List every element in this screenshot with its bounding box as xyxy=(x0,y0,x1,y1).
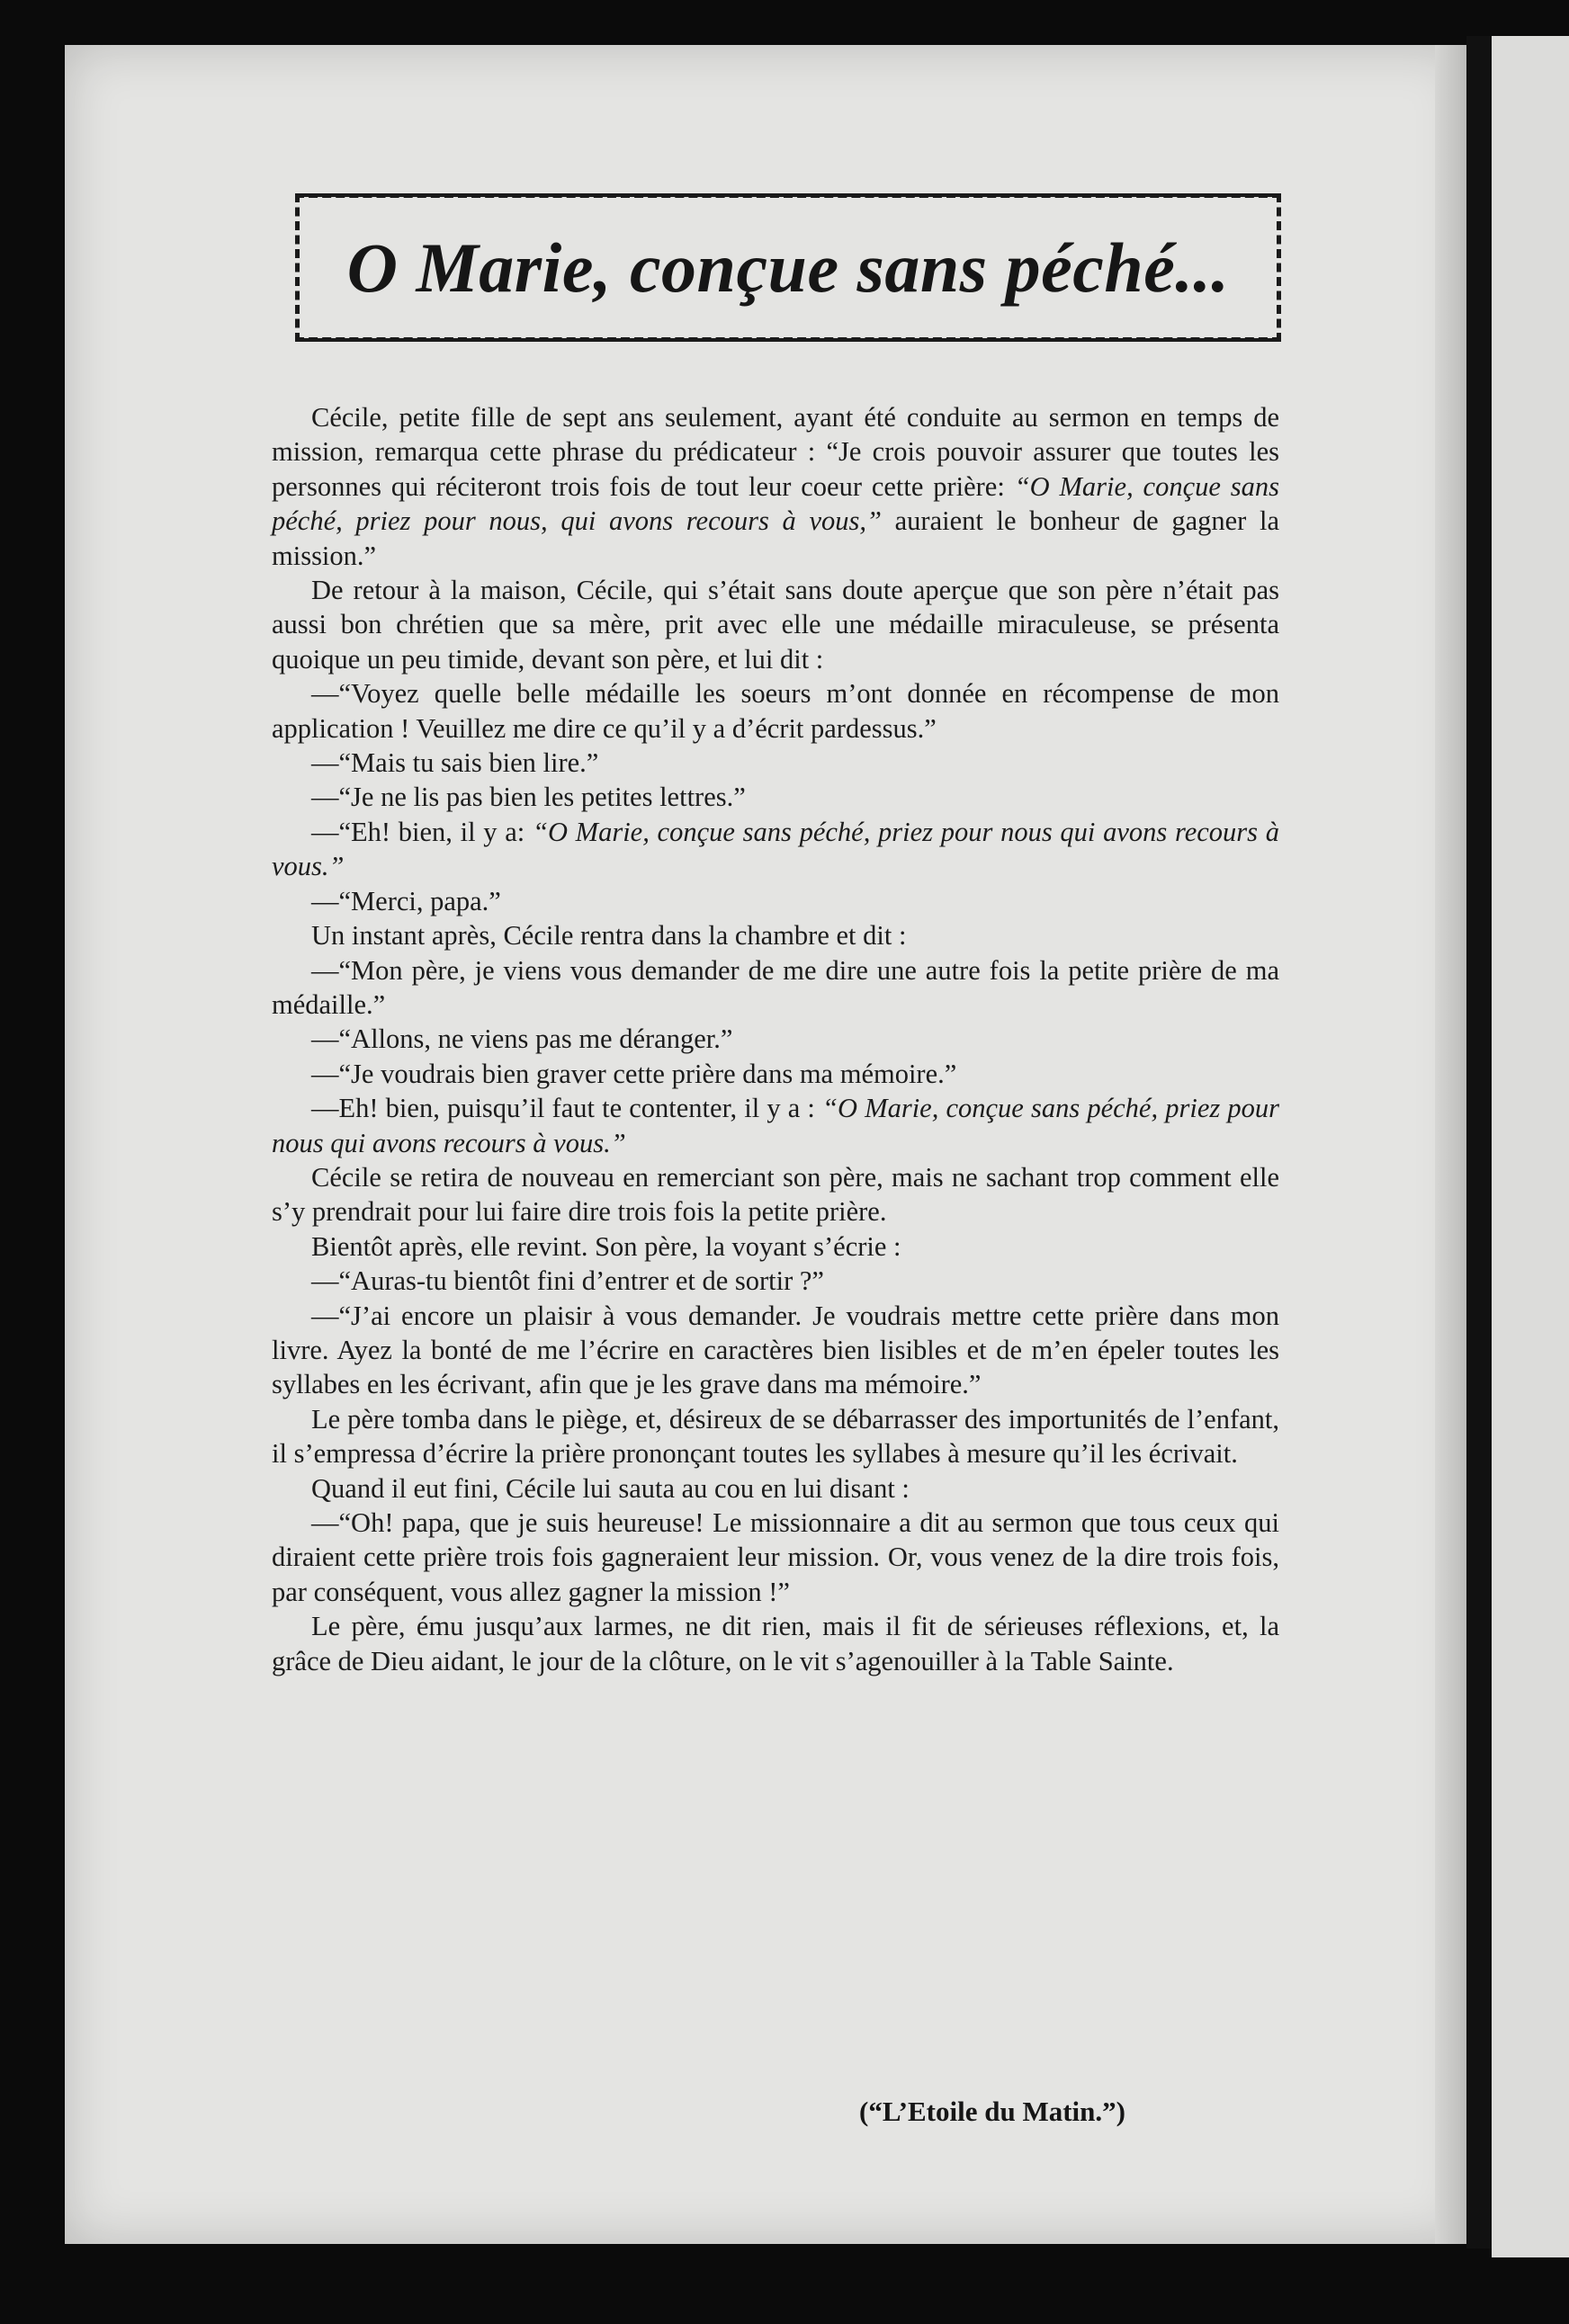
paragraph xyxy=(272,1471,1279,1506)
prayer-quote: “O Marie, conçue sans péché, priez pour nous qui avons recours à vous.” xyxy=(272,816,1279,882)
paragraph-text: —“Je voudrais bien graver cette prière dans ma mémoire.” xyxy=(311,1058,957,1089)
source-attribution: (“L’Etoile du Matin.”) xyxy=(859,2096,1125,2127)
title-frame xyxy=(295,193,1281,342)
page-title: O Marie, conçue sans péché... xyxy=(346,228,1230,307)
paragraph-text: —“Mais tu sais bien lire.” xyxy=(311,747,599,779)
paragraph xyxy=(272,815,1279,884)
paragraph-text: auraient le bonheur de gagner la mission.” xyxy=(272,505,1279,571)
paragraph-text: —Eh! bien, puisqu’il faut te contenter, il y a : xyxy=(311,1093,823,1124)
paragraph xyxy=(272,1609,1279,1678)
paragraph xyxy=(272,1506,1279,1609)
paragraph xyxy=(272,676,1279,746)
paragraph xyxy=(272,1160,1279,1229)
prayer-quote: “O Marie, conçue sans péché, priez pour nous, qui avons recours à vous,” xyxy=(272,470,1279,537)
paragraph xyxy=(272,1091,1279,1160)
paragraph-text: —“Allons, ne viens pas me déranger.” xyxy=(311,1023,733,1055)
paragraph xyxy=(272,400,1279,573)
paragraph xyxy=(272,780,1279,814)
paragraph-text: —“J’ai encore un plaisir à vous demander. Je voudrais mettre cette prière dans mon livre. Ayez la bonté de me l’écrire en caractères bien lisibles et de m’en épeler toutes les syllabes en les écrivant, afin que je les grave dans ma mémoire.” xyxy=(272,1300,1279,1400)
paragraph-text: Bientôt après, elle revint. Son père, la voyant s’écrie : xyxy=(311,1230,901,1262)
paragraph-text: —“Eh! bien, il y a: xyxy=(311,816,533,847)
article-body xyxy=(272,400,1279,1678)
paragraph-text: Quand il eut fini, Cécile lui sauta au cou en lui disant : xyxy=(311,1472,910,1504)
paragraph xyxy=(272,1402,1279,1471)
paragraph xyxy=(272,1057,1279,1091)
paragraph xyxy=(272,1299,1279,1402)
paragraph xyxy=(272,573,1279,676)
paragraph-text: —“Merci, papa.” xyxy=(311,885,501,916)
paragraph xyxy=(272,884,1279,918)
paragraph-text: Le père, ému jusqu’aux larmes, ne dit rien, mais il fit de sérieuses réflexions, et, la grâce de Dieu aidant, le jour de la clôture, on le vit s’agenouiller à la Table Sainte. xyxy=(272,1611,1279,1676)
paragraph xyxy=(272,1229,1279,1264)
paragraph-text: —“Je ne lis pas bien les petites lettres.” xyxy=(311,782,746,813)
paragraph-text: —“Auras-tu bientôt fini d’entrer et de sortir ?” xyxy=(311,1265,824,1297)
paragraph xyxy=(272,1264,1279,1298)
paragraph-text: Le père tomba dans le piège, et, désireux de se débarrasser des importunités de l’enfant, il s’empressa d’écrire la prière prononçant toutes les syllabes à mesure qu’il les écrivait. xyxy=(272,1403,1279,1470)
page-edge-shadow xyxy=(1435,45,1466,2244)
paragraph xyxy=(272,746,1279,780)
paragraph-text: Un instant après, Cécile rentra dans la chambre et dit : xyxy=(311,920,907,952)
paragraph xyxy=(272,1022,1279,1056)
paragraph-text: —“Mon père, je viens vous demander de me dire une autre fois la petite prière de ma médaille.” xyxy=(272,954,1279,1020)
paragraph-text: —“Voyez quelle belle médaille les soeurs m’ont donnée en récompense de mon application ! Veuillez me dire ce qu’il y a d’écrit pardessus.” xyxy=(272,678,1279,744)
book-gutter xyxy=(1466,36,1492,2248)
paragraph xyxy=(272,953,1279,1023)
paragraph-text: Cécile se retira de nouveau en remerciant son père, mais ne sachant trop comment elle s’y prendrait pour lui faire dire trois fois la petite prière. xyxy=(272,1161,1279,1228)
prayer-quote: “O Marie, conçue sans péché, priez pour nous qui avons recours à vous.” xyxy=(272,1093,1279,1158)
paragraph-text: —“Oh! papa, que je suis heureuse! Le missionnaire a dit au sermon que tous ceux qui diraient cette prière trois fois gagneraient leur mission. Or, vous venez de la dire trois fois, par conséquent, vous allez gagner la mission !” xyxy=(272,1507,1279,1607)
paragraph-text: De retour à la maison, Cécile, qui s’était sans doute aperçue que son père n’était pas aussi bon chrétien que sa mère, prit avec elle une médaille miraculeuse, se présenta quoique un peu timide, devant son père, et lui dit : xyxy=(272,575,1279,675)
paragraph xyxy=(272,918,1279,952)
facing-page-edge xyxy=(1492,36,1569,2257)
paragraph-text: Cécile, petite fille de sept ans seulement, ayant été conduite au sermon en temps de mission, remarqua cette phrase du prédicateur : “Je crois pouvoir assurer que toutes les personnes qui réciteront trois fois de tout leur coeur cette prière: xyxy=(272,402,1279,502)
